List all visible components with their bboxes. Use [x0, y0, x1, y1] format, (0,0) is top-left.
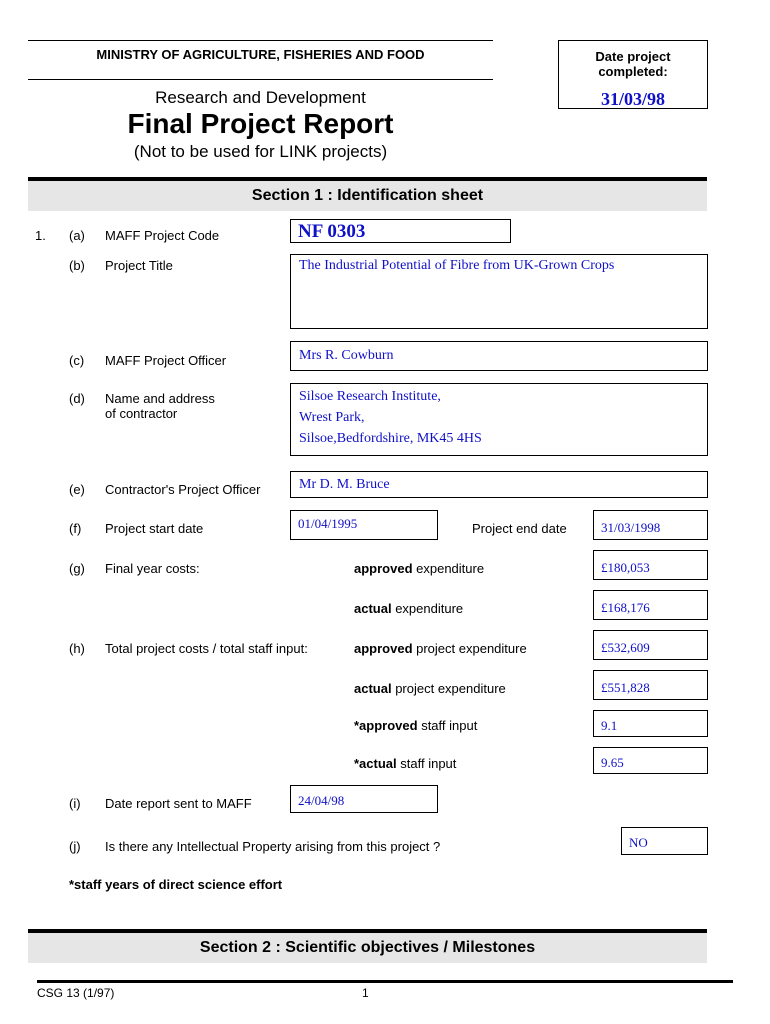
contractor-address-field[interactable] — [290, 383, 708, 456]
project-officer-field[interactable] — [290, 341, 708, 371]
form-code: CSG 13 (1/97) — [37, 986, 115, 1000]
contractor-officer-label: Contractor's Project Officer — [105, 482, 261, 497]
start-date-label: Project start date — [105, 521, 204, 536]
fy-approved-field[interactable] — [593, 550, 708, 580]
project-title-label: Project Title — [105, 258, 173, 273]
approved-staff-value: 9.1 — [601, 718, 618, 733]
fy-approved-value: £180,053 — [601, 560, 650, 575]
ip-field[interactable] — [621, 827, 708, 855]
fy-actual-value: £168,176 — [601, 600, 650, 615]
end-date-field[interactable] — [593, 510, 708, 540]
total-approved-label — [354, 641, 527, 656]
actual-staff-field[interactable] — [593, 747, 708, 774]
approved-staff-rest: staff input — [417, 718, 478, 733]
total-costs-label: Total project costs / total staff input: — [105, 641, 308, 656]
total-approved-rest: project expenditure — [412, 641, 527, 656]
contractor-officer-field[interactable] — [290, 471, 708, 498]
report-sent-value: 24/04/98 — [298, 793, 345, 808]
total-approved-value: £532,609 — [601, 640, 650, 655]
total-actual-rest: project expenditure — [391, 681, 506, 696]
project-code-label: MAFF Project Code — [105, 228, 220, 243]
ministry-name: MINISTRY OF AGRICULTURE, FISHERIES AND FOOD — [96, 47, 425, 62]
fy-approved-label — [354, 561, 484, 576]
total-approved-field[interactable] — [593, 630, 708, 660]
total-actual-label — [354, 681, 506, 696]
fy-approved-rest: expenditure — [412, 561, 485, 576]
item-h-letter: (h) — [69, 641, 85, 656]
contractor-label-line1: Name and address — [105, 391, 215, 406]
actual-staff-label — [354, 756, 456, 771]
fy-actual-rest: expenditure — [391, 601, 464, 616]
project-code-field[interactable] — [290, 219, 511, 243]
contractor-line3: Silsoe,Bedfordshire, MK45 4HS — [299, 431, 482, 446]
ip-question: Is there any Intellectual Property arising from this project ? — [105, 839, 441, 854]
item-j-letter: (j) — [69, 839, 81, 854]
total-actual-field[interactable] — [593, 670, 708, 700]
actual-staff-bold: *actual — [354, 756, 397, 771]
report-sent-field[interactable] — [290, 785, 438, 813]
item-b-letter: (b) — [69, 258, 85, 273]
total-actual-bold: actual — [354, 681, 392, 696]
header-top-rule — [28, 40, 493, 41]
section1-title: Section 1 : Identification sheet — [251, 187, 484, 204]
total-actual-value: £551,828 — [601, 680, 650, 695]
approved-staff-label — [354, 718, 477, 733]
item-d-letter: (d) — [69, 391, 85, 406]
end-date-label: Project end date — [472, 521, 567, 536]
date-completed-box — [558, 40, 708, 109]
contractor-line1: Silsoe Research Institute, — [299, 389, 441, 404]
item-f-letter: (f) — [69, 521, 82, 536]
page-title: Final Project Report — [127, 108, 394, 139]
section2-header — [28, 929, 707, 963]
item-a-letter: (a) — [69, 228, 85, 243]
fy-approved-bold: approved — [354, 561, 413, 576]
item-c-letter: (c) — [69, 353, 85, 368]
fy-actual-bold: actual — [354, 601, 392, 616]
section1-header — [28, 177, 707, 211]
start-date-field[interactable] — [290, 510, 438, 540]
header-bottom-rule — [28, 79, 493, 80]
item-i-letter: (i) — [69, 796, 81, 811]
item-e-letter: (e) — [69, 482, 85, 497]
final-year-costs-label: Final year costs: — [105, 561, 200, 576]
item-g-letter: (g) — [69, 561, 85, 576]
contractor-line2: Wrest Park, — [299, 410, 365, 425]
end-date-value: 31/03/1998 — [601, 520, 661, 535]
project-title-value: The Industrial Potential of Fibre from UK-Grown Crops — [299, 258, 615, 273]
total-approved-bold: approved — [354, 641, 413, 656]
fy-actual-field[interactable] — [593, 590, 708, 620]
date-completed-value: 31/03/98 — [600, 89, 665, 109]
actual-staff-rest: staff input — [396, 756, 457, 771]
page-number: 1 — [362, 986, 369, 1000]
footer-rule — [37, 980, 733, 983]
contractor-officer-value: Mr D. M. Bruce — [299, 477, 390, 492]
section2-title: Section 2 : Scientific objectives / Milestones — [199, 939, 536, 956]
section-number: 1. — [35, 228, 46, 243]
project-officer-label: MAFF Project Officer — [105, 353, 227, 368]
subtitle: Research and Development — [155, 88, 366, 107]
staff-footnote: *staff years of direct science effort — [69, 877, 283, 892]
ip-value: NO — [629, 835, 648, 850]
fy-actual-label — [354, 601, 463, 616]
title-note: (Not to be used for LINK projects) — [133, 142, 388, 161]
project-officer-value: Mrs R. Cowburn — [299, 348, 394, 363]
actual-staff-value: 9.65 — [601, 755, 624, 770]
date-completed-label: Date project completed: — [595, 49, 671, 79]
report-sent-label: Date report sent to MAFF — [105, 796, 252, 811]
contractor-label-line2: of contractor — [105, 406, 178, 421]
approved-staff-bold: *approved — [354, 718, 418, 733]
start-date-value: 01/04/1995 — [298, 516, 358, 531]
project-title-field[interactable] — [290, 254, 708, 329]
project-code-value: NF 0303 — [298, 221, 366, 242]
approved-staff-field[interactable] — [593, 710, 708, 737]
